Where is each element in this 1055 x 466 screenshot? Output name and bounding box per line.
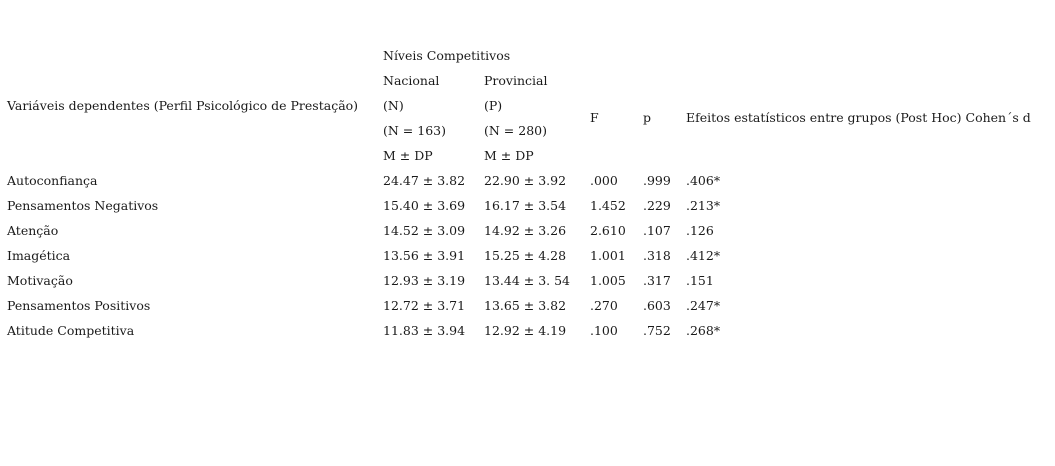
- row-provincial: 13.65 ± 3.82: [484, 298, 567, 313]
- row-cohens-d: .412*: [686, 248, 721, 263]
- row-f: 2.610: [590, 223, 626, 238]
- row-nacional: 13.56 ± 3.91: [383, 248, 466, 263]
- row-nacional: 24.47 ± 3.82: [383, 173, 466, 188]
- row-variable: Pensamentos Positivos: [7, 298, 151, 313]
- header-provincial-stat: M ± DP: [484, 148, 534, 163]
- row-cohens-d: .268*: [686, 323, 721, 338]
- header-nacional-stat: M ± DP: [383, 148, 433, 163]
- header-dependent-variables: Variáveis dependentes (Perfil Psicológico de Prestação): [7, 98, 359, 113]
- header-competitive-levels: Níveis Competitivos: [383, 48, 511, 63]
- row-cohens-d: .247*: [686, 298, 721, 313]
- row-variable: Atenção: [7, 223, 59, 238]
- header-nacional-n: (N = 163): [383, 123, 446, 138]
- header-p: p: [643, 110, 652, 125]
- row-provincial: 13.44 ± 3. 54: [484, 273, 571, 288]
- row-p: .603: [643, 298, 671, 313]
- row-f: .270: [590, 298, 618, 313]
- row-nacional: 14.52 ± 3.09: [383, 223, 466, 238]
- row-f: 1.005: [590, 273, 626, 288]
- row-p: .752: [643, 323, 671, 338]
- row-provincial: 22.90 ± 3.92: [484, 173, 567, 188]
- row-nacional: 15.40 ± 3.69: [383, 198, 466, 213]
- row-variable: Pensamentos Negativos: [7, 198, 159, 213]
- row-variable: Motivação: [7, 273, 73, 288]
- row-cohens-d: .151: [686, 273, 714, 288]
- row-nacional: 11.83 ± 3.94: [383, 323, 466, 338]
- row-provincial: 15.25 ± 4.28: [484, 248, 567, 263]
- header-provincial: Provincial: [484, 73, 548, 88]
- row-f: 1.452: [590, 198, 626, 213]
- header-nacional-abbr: (N): [383, 98, 404, 113]
- row-variable: Imagética: [7, 248, 71, 263]
- row-variable: Atitude Competitiva: [7, 323, 135, 338]
- row-cohens-d: .213*: [686, 198, 721, 213]
- header-provincial-n: (N = 280): [484, 123, 547, 138]
- header-f: F: [590, 110, 599, 125]
- row-p: .107: [643, 223, 671, 238]
- row-f: 1.001: [590, 248, 626, 263]
- row-cohens-d: .126: [686, 223, 714, 238]
- row-f: .000: [590, 173, 618, 188]
- row-provincial: 16.17 ± 3.54: [484, 198, 567, 213]
- header-nacional: Nacional: [383, 73, 440, 88]
- row-f: .100: [590, 323, 618, 338]
- row-nacional: 12.93 ± 3.19: [383, 273, 466, 288]
- row-p: .999: [643, 173, 671, 188]
- row-provincial: 12.92 ± 4.19: [484, 323, 567, 338]
- row-nacional: 12.72 ± 3.71: [383, 298, 466, 313]
- row-variable: Autoconfiança: [7, 173, 98, 188]
- row-provincial: 14.92 ± 3.26: [484, 223, 567, 238]
- header-provincial-abbr: (P): [484, 98, 503, 113]
- row-p: .229: [643, 198, 671, 213]
- header-effects: Efeitos estatísticos entre grupos (Post Hoc) Cohen´s d: [686, 110, 1031, 125]
- row-cohens-d: .406*: [686, 173, 721, 188]
- row-p: .317: [643, 273, 671, 288]
- row-p: .318: [643, 248, 671, 263]
